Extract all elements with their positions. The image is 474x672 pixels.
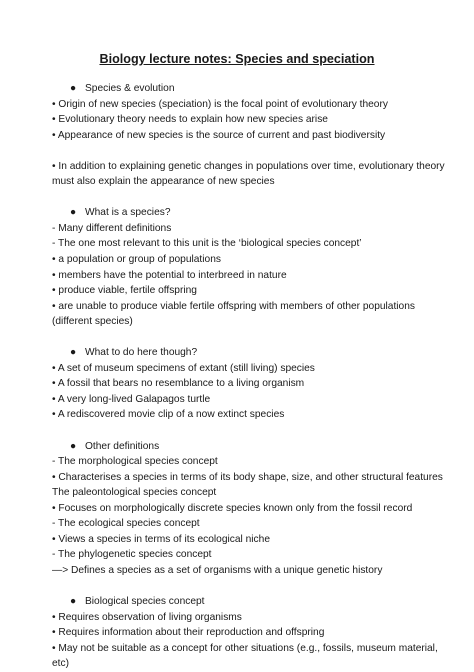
text-line: • A fossil that bears no resemblance to a living organism <box>52 378 305 390</box>
section-heading-text: Species & evolution <box>85 83 175 94</box>
text-line: • members have the potential to interbreed in nature <box>52 269 287 281</box>
blank-line <box>52 579 452 595</box>
text-line: —> Defines a species as a set of organisms with a unique genetic history <box>52 564 383 576</box>
text-line: • a population or group of populations <box>52 254 221 266</box>
text-line: • Requires information about their reproduction and offspring <box>52 627 325 639</box>
bullet-dot-icon: ● <box>70 596 77 608</box>
text-line: The paleontological species concept <box>52 487 217 499</box>
text-line: • A set of museum specimens of extant (still living) species <box>52 362 315 374</box>
bullet-dot-icon: ● <box>70 440 77 452</box>
text-line: • In addition to explaining genetic changes in populations over time, evolutionary theory <box>52 160 445 172</box>
text-line: • Appearance of new species is the source of current and past biodiversity <box>52 129 386 141</box>
blank-line <box>52 143 452 159</box>
text-line: etc) <box>52 658 69 670</box>
text-line: - The one most relevant to this unit is the ‘biological species concept’ <box>52 238 362 250</box>
blank-line <box>52 423 452 439</box>
blank-line <box>52 190 452 206</box>
document-title: Biology lecture notes: Species and speciation <box>99 52 375 66</box>
text-line: • Origin of new species (speciation) is the focal point of evolutionary theory <box>52 98 388 110</box>
section-heading <box>52 81 452 97</box>
text-line: - The morphological species concept <box>52 456 218 468</box>
section-heading <box>52 439 452 455</box>
section-heading-text: Other definitions <box>85 440 160 452</box>
text-line: • A rediscovered movie clip of a now extinct species <box>52 409 285 421</box>
section-heading <box>52 345 452 361</box>
text-line: - Many different definitions <box>52 222 172 234</box>
text-line: • Characterises a species in terms of its body shape, size, and other structural features <box>52 471 443 483</box>
section-heading <box>52 594 452 610</box>
text-line: - The phylogenetic species concept <box>52 549 212 561</box>
section-heading-text: What is a species? <box>85 207 171 219</box>
text-line: • produce viable, fertile offspring <box>52 285 197 297</box>
bullet-dot-icon: ● <box>70 347 77 359</box>
section-heading-text: What to do here though? <box>85 347 198 359</box>
text-line: • Focuses on morphologically discrete species known only from the fossil record <box>52 502 413 514</box>
text-line: • A very long-lived Galapagos turtle <box>52 393 211 405</box>
text-line: must also explain the appearance of new species <box>52 176 275 188</box>
section-heading-text: Biological species concept <box>85 596 205 608</box>
bullet-dot-icon: ● <box>70 83 77 94</box>
text-line: • Views a species in terms of its ecological niche <box>52 533 270 545</box>
text-line: • are unable to produce viable fertile offspring with members of other populations <box>52 300 415 312</box>
section-heading <box>52 205 452 221</box>
bullet-dot-icon: ● <box>70 207 77 219</box>
document-body <box>52 81 452 672</box>
text-line: • May not be suitable as a concept for other situations (e.g., fossils, museum material, <box>52 642 438 654</box>
text-line: • Requires observation of living organisms <box>52 611 242 623</box>
blank-line <box>52 330 452 346</box>
text-line: (different species) <box>52 316 133 328</box>
text-line: • Evolutionary theory needs to explain how new species arise <box>52 114 328 126</box>
text-line: - The ecological species concept <box>52 518 200 530</box>
